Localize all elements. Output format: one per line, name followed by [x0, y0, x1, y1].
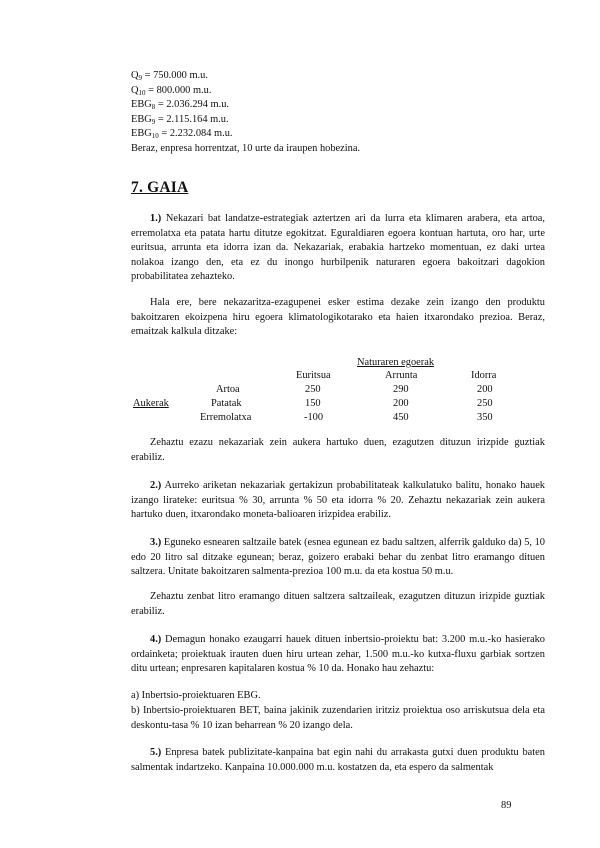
exercise-4-paragraph: 4.) Demagun honako ezaugarri hauek dituen inbertsio-proiektu bat: 3.200 m.u.-ko hasierako ordainketa; proiektuak irauten duen hiru urtean zehar, 1.500 m.u.-ko kutxa-fluxu garbiak sortzen ditu urtean; enpresaren kapitalaren kostua % 10 da. Honako hau zehaztu:: [131, 634, 545, 675]
exercise-4-number: 4.): [150, 634, 162, 645]
exercise-4-item-a: a) Inbertsio-proiektuaren EBG.: [131, 690, 261, 701]
table-col-header: Euritsua: [296, 370, 331, 381]
table-group-header: Naturaren egoerak: [357, 357, 435, 368]
table-col-header: Idorra: [471, 370, 497, 381]
exercise-5-number: 5.): [150, 747, 162, 758]
result-q10: $Q_{10} = 800.000$ m.u.: [131, 84, 212, 97]
exercise-1-paragraph-2: Hala ere, bere nekazaritza-ezagupenei esker estima dezake zein izango den produktu bakoitzaren ekoizpena hiru egoera klimatologikotarako eta haien itxarondako prezioa. Beraz, emaitzak kalkula ditzake:: [131, 297, 545, 338]
table-cell: 250: [477, 398, 493, 409]
result-q9: $Q_9 = 750.000$ m.u.: [131, 70, 208, 82]
section-title: 7. GAIA: [131, 179, 189, 196]
exercise-3-paragraph: 3.) Eguneko esnearen saltzaile batek (esnea egunean ez badu saltzen, alferrik galduko da) 5, 10 edo 20 litro sal ditzake egunean; beraz, goizero erabaki behar du zenbat litro eramango dituen saltzera. Unitate bakoitzaren salmenta-prezioa 100 m.u. da eta kostua 50 m.u.: [131, 537, 545, 578]
table-cell: 290: [393, 384, 409, 395]
result-ebg8: $EBG_8 = 2.036.294$ m.u.: [131, 99, 229, 112]
exercise-2-number: 2.): [150, 480, 162, 491]
table-cell: -100: [304, 412, 324, 423]
table-cell: 200: [477, 384, 493, 395]
table-cell: 350: [477, 412, 493, 423]
table-row-header: Aukerak: [133, 398, 169, 409]
table-cell: 200: [393, 398, 409, 409]
result-ebg9: $EBG_9 = 2.115.164$ m.u.: [131, 113, 229, 126]
results-conclusion: Beraz, enpresa horrentzat, 10 urte da iraupen hobezina.: [131, 142, 361, 154]
exercise-2-paragraph: 2.) Aurreko ariketan nekazariak gertakizun probabilitateak kalkulatuko balitu, honako hauek izango lirateke: euritsua % 30, arrunta % 50 eta idorra % 20. Zehaztu nekazariak zein aukera hartuko duen, itxarondako moneta-balioaren irizpidea erabiliz.: [131, 480, 545, 521]
exercise-5-paragraph: 5.) Enpresa batek publizitate-kanpaina bat egin nahi du arrakasta gutxi duen produktu baten salmentak indartzeko. Kanpaina 10.000.000 m.u. kostatzen da, eta espero da salmentak: [131, 747, 545, 773]
results-list: [131, 69, 545, 157]
result-ebg10: $EBG_{10} = 2.232.084$ m.u.: [131, 128, 233, 141]
exercise-1-number: 1.): [150, 213, 162, 224]
table-col-header: Arrunta: [385, 370, 418, 381]
page-number: 89: [501, 800, 512, 811]
table-row-label: Patatak: [211, 398, 242, 409]
exercise-3-paragraph-2: Zehaztu zenbat litro eramango dituen saltzera saltzaileak, ezagutzen dituzun irizpide guztiak erabiliz.: [131, 591, 545, 617]
table-row-label: Erremolatxa: [200, 412, 252, 423]
exercise-1-paragraph: 1.) Nekazari bat landatze-estrategiak aztertzen ari da lurra eta klimaren arabera, eta artoa, erremolatxa eta patata hartu ditutze egokitzat. Eguraldiaren egoera kontuan hartuta, oro har, urte euritsua, arrunta eta idorra izan da. Nekazariak, erabakia hartzeko momentuan, ez daki urtea nolakoa izango den, eta ez du inongo hurbilpenik naturaren egoera bakoitzari dagokion probabilitatea zehazteko.: [131, 213, 545, 283]
exercise-1-paragraph-3: Zehaztu ezazu nekazariak zein aukera hartuko duen, ezagutzen dituzun irizpide guztiak erabiliz.: [131, 437, 545, 463]
table-cell: 150: [305, 398, 321, 409]
exercise-3-number: 3.): [150, 537, 162, 548]
table-row-label: Artoa: [216, 384, 240, 395]
exercise-4-item-b: b) Inbertsio-proiektuaren BET, baina jakinik zuzendarien iritziz proiektua oso arriskutsua dela eta deskontu-tasa % 10 izan beharrean % 20 izango dela.: [131, 705, 545, 731]
table-cell: 250: [305, 384, 321, 395]
table-cell: 450: [393, 412, 409, 423]
